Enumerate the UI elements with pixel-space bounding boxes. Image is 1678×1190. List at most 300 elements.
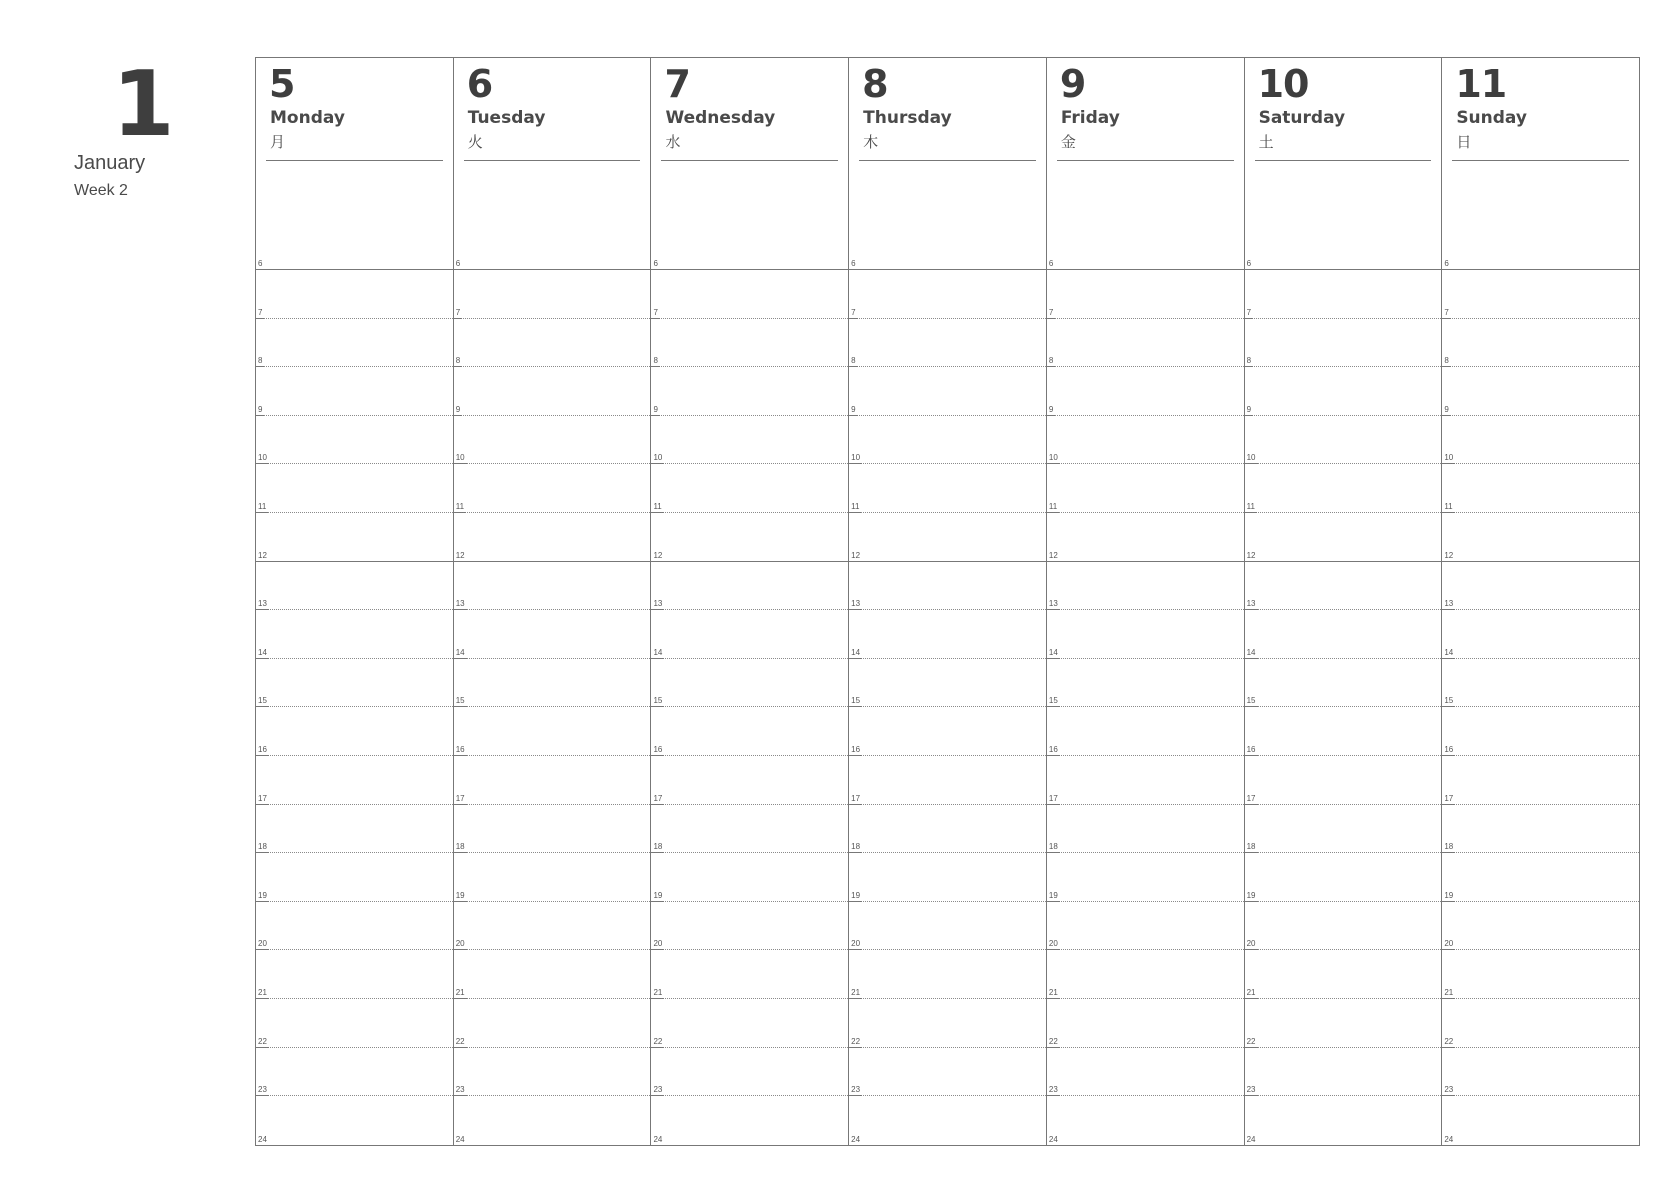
hour-slot[interactable] <box>256 756 453 805</box>
week-grid <box>255 57 1640 1146</box>
hour-label: 15 <box>258 696 267 706</box>
hour-label: 11 <box>455 501 465 511</box>
day-header <box>849 58 1046 270</box>
hour-slot[interactable] <box>454 270 651 319</box>
hour-label: 24 <box>1048 1134 1058 1144</box>
hour-label: 7 <box>1048 307 1054 317</box>
hour-slot[interactable] <box>849 902 1046 951</box>
hour-slot[interactable] <box>651 902 848 951</box>
hour-slot[interactable] <box>651 1048 848 1097</box>
hour-slot[interactable] <box>651 707 848 756</box>
day-header <box>1047 58 1244 270</box>
hour-slot[interactable] <box>454 950 651 999</box>
hour-label: 19 <box>455 890 465 900</box>
day-column[interactable] <box>1046 57 1244 1146</box>
hour-label: 11 <box>258 501 267 511</box>
hour-label: 11 <box>653 501 662 511</box>
hour-label: 13 <box>455 599 465 609</box>
hour-slot[interactable] <box>651 319 848 368</box>
hour-slot[interactable] <box>454 610 651 659</box>
day-column[interactable] <box>1244 57 1442 1146</box>
hour-label: 21 <box>1444 987 1454 997</box>
hour-slot[interactable] <box>454 562 651 611</box>
hour-label: 13 <box>1246 599 1256 609</box>
day-column[interactable] <box>1441 57 1639 1146</box>
hour-slots <box>849 270 1046 1145</box>
hour-slot[interactable] <box>651 513 848 562</box>
hour-label: 17 <box>258 793 267 803</box>
day-kanji: 金 <box>1060 133 1076 151</box>
hour-label: 21 <box>1048 987 1058 997</box>
hour-slot[interactable] <box>1047 270 1244 319</box>
hour-slot[interactable] <box>1047 902 1244 951</box>
hour-label: 18 <box>1246 842 1256 852</box>
day-header <box>256 58 453 270</box>
hour-label: 13 <box>851 599 861 609</box>
hour-label: 10 <box>1246 453 1256 463</box>
hour-label: 14 <box>1444 647 1454 657</box>
hour-slot[interactable] <box>1245 464 1442 513</box>
hour-slot[interactable] <box>1245 950 1442 999</box>
hour-label: 9 <box>258 404 263 414</box>
hour-slot[interactable] <box>454 999 651 1048</box>
hour-slot[interactable] <box>454 853 651 902</box>
day-name: Wednesday <box>665 108 776 128</box>
hour-slot[interactable] <box>849 270 1046 319</box>
hour-label: 20 <box>1246 939 1256 949</box>
hour-label: 8 <box>1048 356 1054 366</box>
hour-slots <box>256 270 453 1145</box>
hour-slot[interactable] <box>454 707 651 756</box>
hour-label: 13 <box>258 599 267 609</box>
hour-label: 22 <box>1048 1036 1058 1046</box>
day-name: Monday <box>270 108 345 128</box>
hour-label: 17 <box>1444 793 1454 803</box>
hour-slot[interactable] <box>1442 1048 1639 1097</box>
hour-slot[interactable] <box>651 805 848 854</box>
hour-slot[interactable] <box>651 756 848 805</box>
hour-label: 21 <box>653 987 663 997</box>
hour-label: 17 <box>455 793 465 803</box>
hour-slot[interactable] <box>651 464 848 513</box>
month-number: 1 <box>112 52 173 157</box>
hour-slot[interactable] <box>1442 707 1639 756</box>
hour-label: 20 <box>258 939 267 949</box>
hour-slot[interactable] <box>454 367 651 416</box>
hour-slot[interactable] <box>1047 853 1244 902</box>
hour-label: 17 <box>851 793 861 803</box>
hour-slot[interactable] <box>454 464 651 513</box>
hour-label: 8 <box>1246 356 1252 366</box>
hour-slot[interactable] <box>1245 319 1442 368</box>
hour-label: 12 <box>851 550 861 560</box>
hour-slot[interactable] <box>454 513 651 562</box>
hour-slot[interactable] <box>1245 1096 1442 1145</box>
hour-slot[interactable] <box>1245 513 1442 562</box>
hour-slot[interactable] <box>1245 367 1442 416</box>
header-rule <box>1255 160 1432 161</box>
hour-label: 21 <box>1246 987 1256 997</box>
hour-label: 9 <box>1444 404 1449 414</box>
hour-label: 15 <box>1444 696 1454 706</box>
hour-label: 18 <box>258 842 267 852</box>
hour-label: 22 <box>1444 1036 1454 1046</box>
hour-label: 14 <box>258 647 267 657</box>
day-kanji: 木 <box>863 133 879 151</box>
hour-label: 14 <box>1048 647 1058 657</box>
hour-slot[interactable] <box>1047 659 1244 708</box>
hour-label: 23 <box>455 1085 465 1095</box>
hour-label: 8 <box>1444 356 1449 366</box>
hour-label: 6 <box>653 259 658 268</box>
hour-label: 12 <box>455 550 465 560</box>
hour-label: 21 <box>455 987 465 997</box>
hour-slot[interactable] <box>1245 756 1442 805</box>
hour-slot[interactable] <box>454 1096 651 1145</box>
hour-label: 24 <box>1444 1134 1454 1144</box>
header-rule <box>661 160 838 161</box>
hour-label: 11 <box>851 501 860 511</box>
hour-slot[interactable] <box>1047 610 1244 659</box>
hour-label: 13 <box>1444 599 1454 609</box>
hour-slot[interactable] <box>849 707 1046 756</box>
hour-label: 23 <box>1246 1085 1256 1095</box>
hour-label: 16 <box>653 744 663 754</box>
hour-slot[interactable] <box>256 805 453 854</box>
hour-label: 7 <box>851 307 856 317</box>
hour-slot[interactable] <box>651 999 848 1048</box>
hour-slot[interactable] <box>1442 950 1639 999</box>
hour-label: 19 <box>1048 890 1058 900</box>
hour-slot[interactable] <box>1442 853 1639 902</box>
hour-label: 17 <box>1048 793 1058 803</box>
hour-label: 21 <box>851 987 861 997</box>
hour-slot[interactable] <box>454 902 651 951</box>
hour-slot[interactable] <box>1245 270 1442 319</box>
hour-slot[interactable] <box>454 319 651 368</box>
hour-label: 23 <box>653 1085 663 1095</box>
hour-slot[interactable] <box>849 513 1046 562</box>
hour-slot[interactable] <box>651 1096 848 1145</box>
hour-label: 14 <box>653 647 663 657</box>
hour-label: 9 <box>1048 404 1054 414</box>
hour-label: 6 <box>1048 259 1054 268</box>
hour-label: 23 <box>851 1085 861 1095</box>
hour-slot[interactable] <box>256 950 453 999</box>
hour-slot[interactable] <box>849 659 1046 708</box>
hour-label: 12 <box>1048 550 1058 560</box>
day-name: Thursday <box>863 108 952 128</box>
day-column[interactable] <box>848 57 1046 1146</box>
hour-slot[interactable] <box>651 853 848 902</box>
hour-label: 7 <box>1246 307 1252 317</box>
hour-label: 11 <box>1444 501 1453 511</box>
hour-label: 6 <box>851 259 856 268</box>
hour-label: 9 <box>851 404 856 414</box>
day-date: 8 <box>862 62 888 106</box>
hour-slot[interactable] <box>1047 999 1244 1048</box>
hour-slot[interactable] <box>1047 756 1244 805</box>
hour-slot[interactable] <box>1047 416 1244 465</box>
day-date: 6 <box>466 62 493 106</box>
hour-label: 9 <box>1246 404 1252 414</box>
hour-slot[interactable] <box>1442 659 1639 708</box>
hour-slot[interactable] <box>1047 367 1244 416</box>
hour-slot[interactable] <box>1245 562 1442 611</box>
hour-label: 20 <box>851 939 861 949</box>
hour-slot[interactable] <box>1245 902 1442 951</box>
hour-label: 18 <box>653 842 663 852</box>
hour-slot[interactable] <box>1245 707 1442 756</box>
hour-label: 24 <box>851 1134 861 1144</box>
hour-label: 23 <box>1444 1085 1454 1095</box>
hour-label: 24 <box>455 1134 465 1144</box>
day-header <box>651 58 848 270</box>
hour-label: 12 <box>1444 550 1454 560</box>
hour-slot[interactable] <box>651 659 848 708</box>
hour-slot[interactable] <box>1442 902 1639 951</box>
header-rule <box>1057 160 1234 161</box>
hour-slots <box>1047 270 1244 1145</box>
hour-slot[interactable] <box>849 416 1046 465</box>
hour-label: 11 <box>1048 501 1058 511</box>
day-kanji: 月 <box>270 133 286 151</box>
hour-slot[interactable] <box>651 416 848 465</box>
day-kanji: 日 <box>1456 133 1472 151</box>
hour-slot[interactable] <box>1047 562 1244 611</box>
hour-label: 12 <box>653 550 663 560</box>
hour-slot[interactable] <box>849 319 1046 368</box>
hour-label: 19 <box>851 890 861 900</box>
hour-slot[interactable] <box>256 562 453 611</box>
hour-slot[interactable] <box>1245 805 1442 854</box>
hour-label: 16 <box>851 744 861 754</box>
hour-label: 15 <box>1246 696 1256 706</box>
hour-slot[interactable] <box>1245 659 1442 708</box>
hour-label: 12 <box>1246 550 1256 560</box>
hour-label: 16 <box>1048 744 1058 754</box>
hour-label: 22 <box>851 1036 861 1046</box>
hour-slot[interactable] <box>454 416 651 465</box>
hour-slot[interactable] <box>256 319 453 368</box>
hour-slot[interactable] <box>651 610 848 659</box>
hour-label: 7 <box>258 307 263 317</box>
hour-slot[interactable] <box>849 610 1046 659</box>
day-name: Saturday <box>1258 108 1346 128</box>
hour-slot[interactable] <box>454 805 651 854</box>
hour-label: 21 <box>258 987 267 997</box>
hour-slot[interactable] <box>1442 513 1639 562</box>
hour-slot[interactable] <box>256 367 453 416</box>
hour-slot[interactable] <box>256 1096 453 1145</box>
hour-slot[interactable] <box>849 1048 1046 1097</box>
day-kanji: 火 <box>467 133 483 151</box>
hour-label: 8 <box>851 356 856 366</box>
hour-slot[interactable] <box>1245 999 1442 1048</box>
hour-label: 16 <box>1246 744 1256 754</box>
hour-label: 19 <box>1444 890 1454 900</box>
hour-label: 22 <box>653 1036 663 1046</box>
hour-label: 8 <box>258 356 263 366</box>
hour-slot[interactable] <box>1442 562 1639 611</box>
day-kanji: 水 <box>665 133 681 151</box>
hour-slot[interactable] <box>256 416 453 465</box>
hour-slot[interactable] <box>256 853 453 902</box>
hour-label: 16 <box>1444 744 1454 754</box>
day-name: Friday <box>1060 108 1120 128</box>
day-header <box>454 58 651 270</box>
hour-slot[interactable] <box>849 562 1046 611</box>
day-date: 7 <box>664 62 690 106</box>
hour-slot[interactable] <box>454 659 651 708</box>
hour-slot[interactable] <box>1442 270 1639 319</box>
hour-slot[interactable] <box>651 950 848 999</box>
hour-slot[interactable] <box>256 999 453 1048</box>
hour-slot[interactable] <box>1442 464 1639 513</box>
hour-label: 15 <box>851 696 861 706</box>
hour-label: 20 <box>455 939 465 949</box>
hour-label: 10 <box>653 453 663 463</box>
hour-label: 15 <box>1048 696 1058 706</box>
hour-label: 16 <box>258 744 267 754</box>
hour-label: 20 <box>1048 939 1058 949</box>
hour-slot[interactable] <box>849 853 1046 902</box>
hour-label: 8 <box>455 356 461 366</box>
hour-slot[interactable] <box>454 1048 651 1097</box>
day-date: 5 <box>269 62 295 106</box>
header-rule <box>859 160 1036 161</box>
day-name: Sunday <box>1456 108 1527 128</box>
hour-slot[interactable] <box>849 805 1046 854</box>
hour-label: 9 <box>653 404 658 414</box>
hour-slot[interactable] <box>256 707 453 756</box>
hour-slot[interactable] <box>1245 416 1442 465</box>
day-column[interactable] <box>650 57 848 1146</box>
hour-label: 17 <box>1246 793 1256 803</box>
hour-label: 18 <box>1444 842 1454 852</box>
hour-slot[interactable] <box>1047 1096 1244 1145</box>
day-column[interactable] <box>453 57 651 1146</box>
hour-slot[interactable] <box>1442 416 1639 465</box>
hour-slot[interactable] <box>1442 367 1639 416</box>
hour-label: 7 <box>653 307 658 317</box>
hour-label: 10 <box>258 453 267 463</box>
hour-slot[interactable] <box>1442 1096 1639 1145</box>
hour-label: 14 <box>1246 647 1256 657</box>
hour-slot[interactable] <box>1047 707 1244 756</box>
hour-slot[interactable] <box>256 513 453 562</box>
day-header <box>1442 58 1639 270</box>
hour-label: 18 <box>455 842 465 852</box>
hour-label: 7 <box>455 307 461 317</box>
day-kanji: 土 <box>1258 133 1274 151</box>
hour-slots <box>1442 270 1639 1145</box>
hour-slot[interactable] <box>1245 1048 1442 1097</box>
hour-slot[interactable] <box>849 1096 1046 1145</box>
hour-label: 24 <box>653 1134 663 1144</box>
hour-label: 23 <box>1048 1085 1058 1095</box>
hour-label: 22 <box>258 1036 267 1046</box>
day-column[interactable] <box>255 57 453 1146</box>
hour-label: 18 <box>1048 842 1058 852</box>
hour-label: 17 <box>653 793 663 803</box>
hour-slot[interactable] <box>1047 464 1244 513</box>
hour-label: 16 <box>455 744 465 754</box>
hour-slot[interactable] <box>1047 805 1244 854</box>
day-date: 9 <box>1059 62 1086 106</box>
hour-slot[interactable] <box>651 367 848 416</box>
hour-slot[interactable] <box>849 950 1046 999</box>
hour-slot[interactable] <box>1047 1048 1244 1097</box>
hour-slot[interactable] <box>1245 610 1442 659</box>
day-header <box>1245 58 1442 270</box>
hour-label: 19 <box>258 890 267 900</box>
hour-label: 22 <box>455 1036 465 1046</box>
hour-slot[interactable] <box>1442 805 1639 854</box>
hour-slot[interactable] <box>1442 319 1639 368</box>
hour-slot[interactable] <box>651 562 848 611</box>
hour-slot[interactable] <box>1442 756 1639 805</box>
hour-slot[interactable] <box>256 902 453 951</box>
header-rule <box>464 160 641 161</box>
hour-label: 13 <box>1048 599 1058 609</box>
hour-slot[interactable] <box>256 464 453 513</box>
hour-label: 12 <box>258 550 267 560</box>
hour-label: 10 <box>455 453 465 463</box>
month-name: January <box>74 152 146 174</box>
hour-label: 18 <box>851 842 861 852</box>
hour-label: 6 <box>258 259 263 268</box>
hour-slot[interactable] <box>1047 950 1244 999</box>
hour-slots <box>1245 270 1442 1145</box>
hour-label: 10 <box>1444 453 1454 463</box>
hour-slot[interactable] <box>849 756 1046 805</box>
hour-slot[interactable] <box>256 610 453 659</box>
hour-slot[interactable] <box>849 367 1046 416</box>
hour-label: 20 <box>653 939 663 949</box>
hour-label: 24 <box>258 1134 267 1144</box>
week-label: Week 2 <box>74 182 128 199</box>
hour-label: 6 <box>455 259 461 268</box>
hour-slot[interactable] <box>1442 610 1639 659</box>
hour-slot[interactable] <box>256 270 453 319</box>
hour-label: 13 <box>653 599 663 609</box>
hour-label: 22 <box>1246 1036 1256 1046</box>
hour-slot[interactable] <box>651 270 848 319</box>
hour-label: 15 <box>455 696 465 706</box>
hour-slots <box>651 270 848 1145</box>
hour-slots <box>454 270 651 1145</box>
day-name: Tuesday <box>467 108 546 128</box>
hour-slot[interactable] <box>256 659 453 708</box>
day-date: 10 <box>1257 62 1309 106</box>
hour-slot[interactable] <box>849 464 1046 513</box>
hour-slot[interactable] <box>1442 999 1639 1048</box>
hour-label: 8 <box>653 356 658 366</box>
hour-slot[interactable] <box>256 1048 453 1097</box>
hour-label: 6 <box>1444 259 1449 268</box>
hour-label: 20 <box>1444 939 1454 949</box>
hour-slot[interactable] <box>454 756 651 805</box>
hour-slot[interactable] <box>1047 319 1244 368</box>
hour-label: 19 <box>653 890 663 900</box>
hour-slot[interactable] <box>1245 853 1442 902</box>
header-rule <box>266 160 443 161</box>
hour-label: 9 <box>455 404 461 414</box>
hour-slot[interactable] <box>849 999 1046 1048</box>
hour-label: 7 <box>1444 307 1449 317</box>
hour-slot[interactable] <box>1047 513 1244 562</box>
